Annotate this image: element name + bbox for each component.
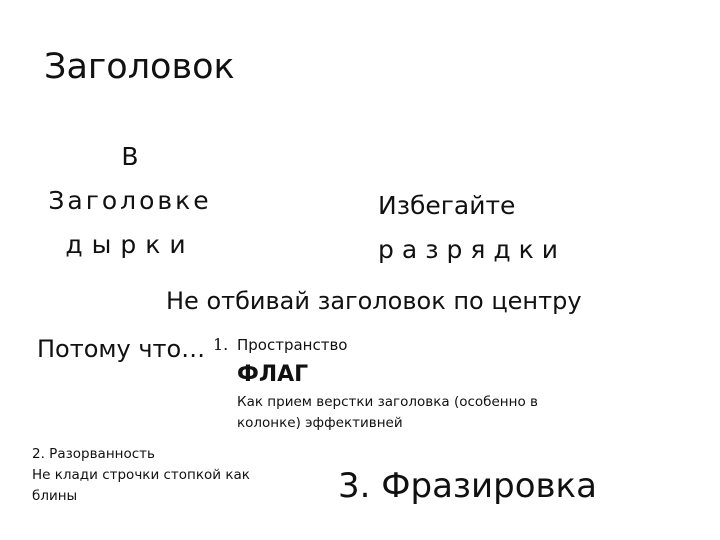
description-line: колонке) эффективней: [237, 415, 403, 431]
item-text: Пространство: [237, 336, 348, 354]
because-label: Потому что…: [37, 335, 206, 363]
spaced-heading-line: дырки: [65, 230, 195, 259]
flag-heading: ФЛАГ: [237, 362, 309, 387]
item-two-line: Не клади строчки стопкой как: [32, 467, 250, 483]
item-two-block: [32, 444, 292, 507]
avoid-spacing-line: разрядки: [378, 235, 567, 264]
spaced-heading-example: [40, 135, 220, 267]
item-two-line: 2. Разорванность: [32, 446, 155, 462]
spaced-heading-line: Заголовке: [48, 186, 212, 215]
slide-title: Заголовок: [44, 47, 235, 87]
description-line: Как прием верстки заголовка (особенно в: [237, 394, 538, 410]
item-two-line: блины: [32, 488, 78, 504]
phrasing-heading: 3. Фразировка: [338, 466, 597, 506]
spaced-heading-line: В: [121, 142, 139, 171]
flag-description: [237, 392, 577, 434]
item-number: 1.: [213, 335, 229, 354]
avoid-spacing-example: [378, 184, 566, 272]
avoid-spacing-line: Избегайте: [378, 191, 516, 220]
center-rule-text: Не отбивай заголовок по центру: [166, 287, 582, 315]
